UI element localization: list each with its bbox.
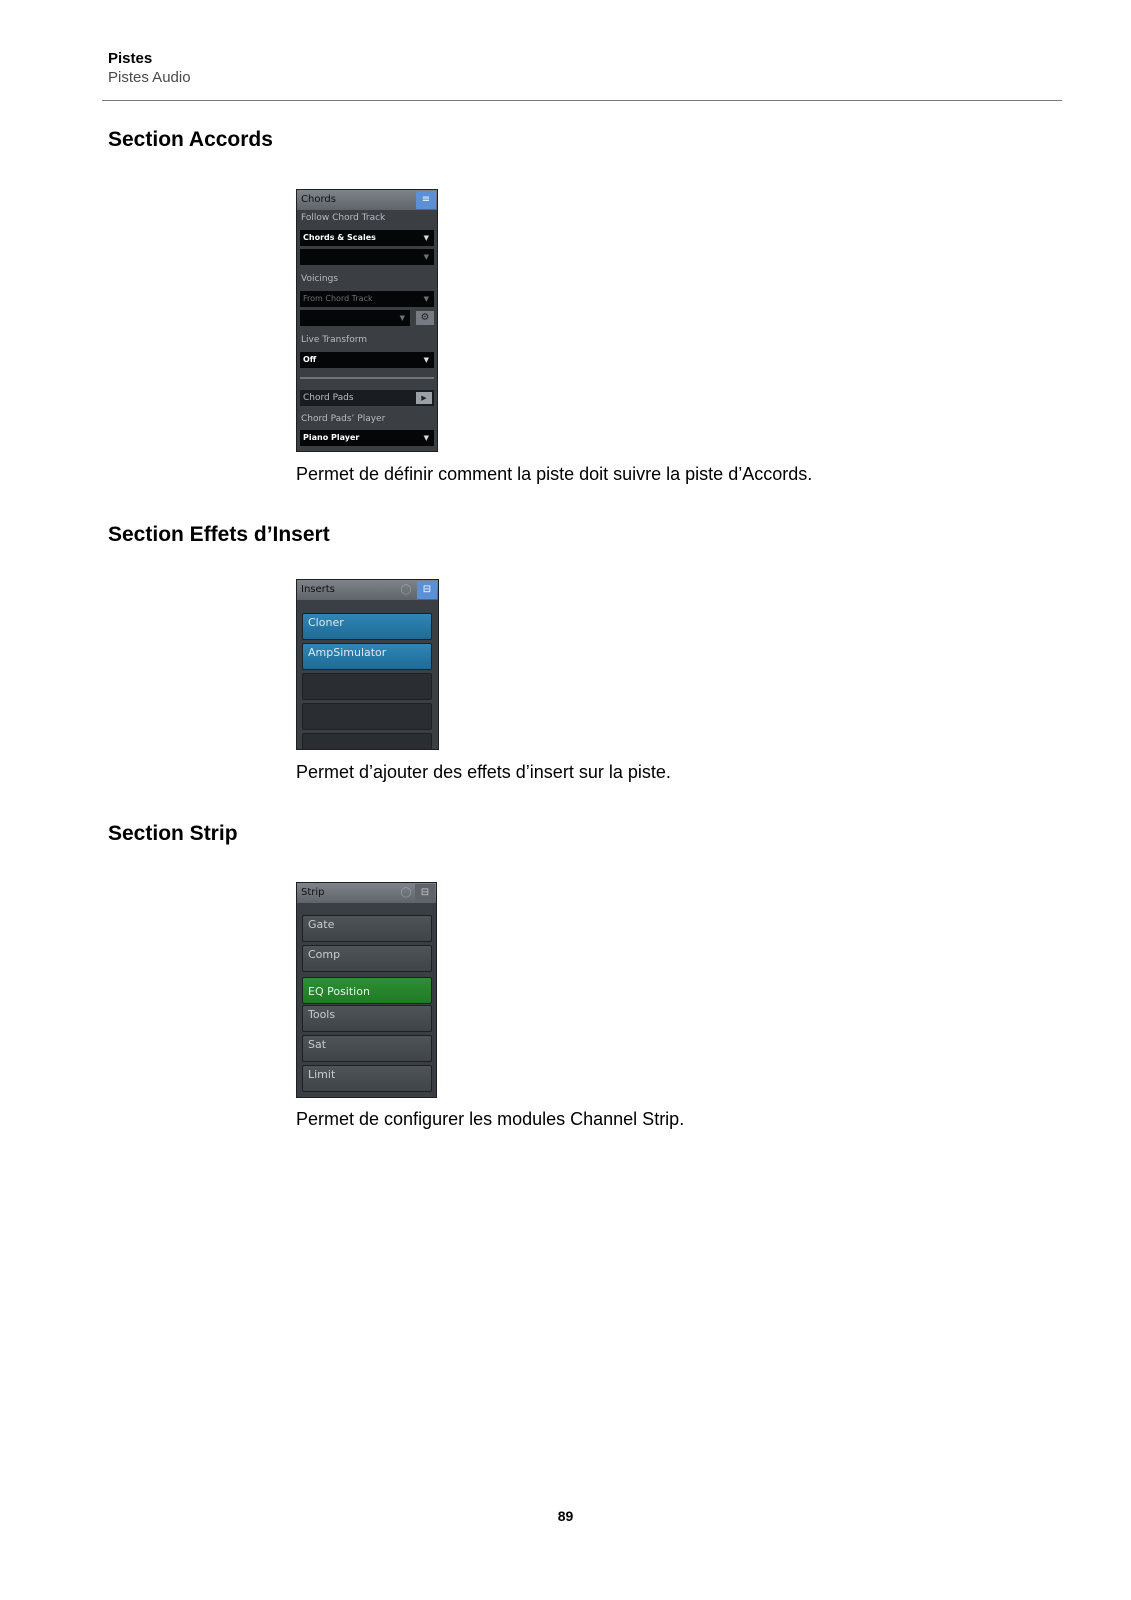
chord-pads-row[interactable] (300, 390, 434, 406)
insert-slot-1[interactable]: Cloner (302, 613, 432, 640)
section-description-chords: Permet de définir comment la piste doit suivre la piste d’Accords. (296, 464, 813, 484)
panel-divider (300, 377, 434, 379)
insert-settings-icon[interactable]: ⊟ (417, 581, 437, 599)
chord-pads-label: Chord Pads (303, 393, 354, 403)
strip-module-sat[interactable]: Sat (302, 1035, 432, 1062)
running-header-section: Pistes Audio (108, 69, 191, 86)
power-icon[interactable]: ◯ (400, 584, 412, 595)
inserts-panel-title: Inserts (301, 584, 335, 595)
section-description-inserts: Permet d’ajouter des effets d’insert sur la piste. (296, 762, 671, 782)
chord-pads-player-label: Chord Pads’ Player (301, 414, 386, 424)
chord-pads-player-value: Piano Player (303, 433, 360, 442)
chevron-down-icon: ▼ (423, 234, 429, 242)
voicings-value: From Chord Track (303, 294, 373, 303)
strip-module-limit[interactable]: Limit (302, 1065, 432, 1092)
voicings-preset-dropdown[interactable] (300, 310, 410, 326)
section-description-strip: Permet de configurer les modules Channel Strip. (296, 1109, 685, 1129)
chevron-down-icon: ▼ (423, 253, 429, 261)
chords-panel-header (297, 190, 437, 210)
live-transform-dropdown[interactable] (300, 352, 434, 368)
strip-module-eq-position[interactable]: EQ Position (302, 977, 432, 1004)
live-transform-label: Live Transform (301, 335, 368, 345)
chevron-down-icon: ▼ (423, 356, 429, 364)
follow-chord-track-label: Follow Chord Track (301, 213, 386, 223)
chords-settings-icon[interactable]: ≡ (416, 191, 436, 209)
voicings-label: Voicings (301, 274, 339, 284)
insert-slot-2[interactable]: AmpSimulator (302, 643, 432, 670)
strip-panel-title: Strip (301, 887, 325, 898)
section-title-strip: Section Strip (108, 822, 238, 845)
live-transform-value: Off (303, 355, 317, 364)
chord-pads-player-dropdown[interactable] (300, 430, 434, 446)
header-divider (102, 100, 1062, 101)
section-title-chords: Section Accords (108, 128, 273, 151)
follow-chord-track-value: Chords & Scales (303, 233, 376, 242)
chords-panel (296, 189, 438, 452)
voicings-dropdown[interactable] (300, 291, 434, 307)
strip-module-tools[interactable]: Tools (302, 1005, 432, 1032)
inserts-panel-header (297, 580, 438, 600)
strip-module-comp[interactable]: Comp (302, 945, 432, 972)
strip-module-gate[interactable]: Gate (302, 915, 432, 942)
play-icon[interactable]: ▶ (416, 392, 432, 404)
chevron-down-icon: ▼ (399, 314, 405, 322)
insert-slot-3[interactable] (302, 673, 432, 700)
gear-icon[interactable]: ⚙ (416, 311, 434, 325)
chevron-down-icon: ▼ (423, 434, 429, 442)
strip-panel (296, 882, 437, 1098)
chords-panel-title: Chords (301, 194, 336, 205)
follow-secondary-dropdown[interactable] (300, 249, 434, 265)
strip-panel-header (297, 883, 436, 903)
running-header-chapter: Pistes (108, 50, 153, 67)
section-title-inserts: Section Effets d’Insert (108, 523, 330, 546)
insert-slot-4[interactable] (302, 703, 432, 730)
strip-settings-icon[interactable]: ⊟ (415, 884, 435, 902)
follow-chord-track-dropdown[interactable] (300, 230, 434, 246)
page-number: 89 (557, 1508, 574, 1524)
chevron-down-icon: ▼ (423, 295, 429, 303)
power-icon[interactable]: ◯ (400, 887, 412, 898)
inserts-panel (296, 579, 439, 750)
insert-slot-5[interactable] (302, 733, 432, 750)
